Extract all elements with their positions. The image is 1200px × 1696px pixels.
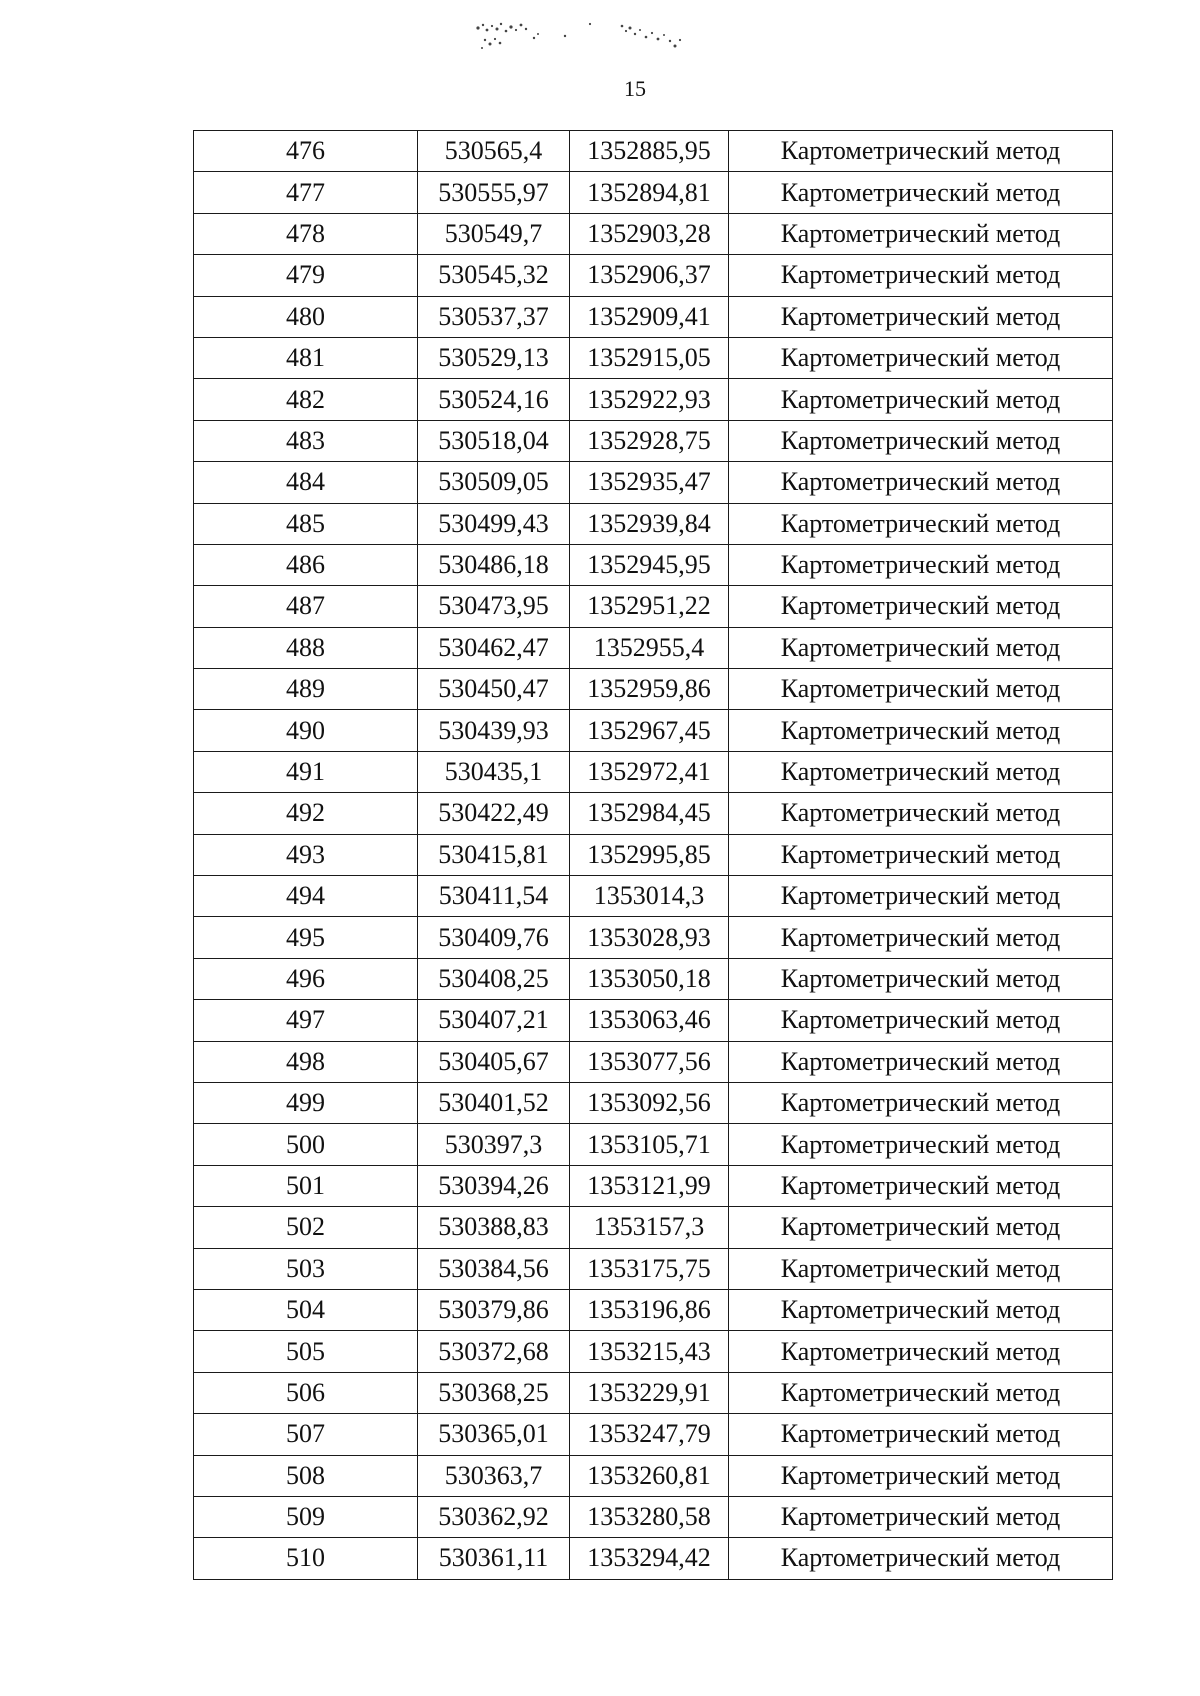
- x-coordinate-cell: 530529,13: [418, 337, 570, 378]
- method-cell: Картометрический метод: [729, 172, 1113, 213]
- y-coordinate-cell: 1352984,45: [570, 793, 729, 834]
- method-cell: Картометрический метод: [729, 337, 1113, 378]
- table-row: [194, 1041, 1113, 1082]
- point-number-cell: 489: [194, 669, 418, 710]
- table-row: [194, 669, 1113, 710]
- method-cell: Картометрический метод: [729, 586, 1113, 627]
- x-coordinate-cell: 530518,04: [418, 420, 570, 461]
- method-cell: Картометрический метод: [729, 627, 1113, 668]
- point-number-cell: 505: [194, 1331, 418, 1372]
- x-coordinate-cell: 530411,54: [418, 876, 570, 917]
- method-cell: Картометрический метод: [729, 669, 1113, 710]
- x-coordinate-cell: 530486,18: [418, 544, 570, 585]
- method-cell: Картометрический метод: [729, 876, 1113, 917]
- x-coordinate-cell: 530379,86: [418, 1289, 570, 1330]
- table-row: [194, 1124, 1113, 1165]
- coordinates-table-body: [194, 131, 1113, 1580]
- y-coordinate-cell: 1353028,93: [570, 917, 729, 958]
- table-row: [194, 1372, 1113, 1413]
- method-cell: Картометрический метод: [729, 420, 1113, 461]
- y-coordinate-cell: 1353014,3: [570, 876, 729, 917]
- table-row: [194, 379, 1113, 420]
- method-cell: Картометрический метод: [729, 1414, 1113, 1455]
- point-number-cell: 493: [194, 834, 418, 875]
- x-coordinate-cell: 530365,01: [418, 1414, 570, 1455]
- table-row: [194, 627, 1113, 668]
- x-coordinate-cell: 530384,56: [418, 1248, 570, 1289]
- method-cell: Картометрический метод: [729, 1455, 1113, 1496]
- table-row: [194, 710, 1113, 751]
- x-coordinate-cell: 530555,97: [418, 172, 570, 213]
- method-cell: Картометрический метод: [729, 1538, 1113, 1579]
- page-number: 15: [624, 76, 646, 101]
- point-number-cell: 477: [194, 172, 418, 213]
- table-row: [194, 1207, 1113, 1248]
- table-row: [194, 172, 1113, 213]
- method-cell: Картометрический метод: [729, 1331, 1113, 1372]
- coordinates-table: [193, 130, 1113, 1580]
- method-cell: Картометрический метод: [729, 131, 1113, 172]
- method-cell: Картометрический метод: [729, 462, 1113, 503]
- y-coordinate-cell: 1353229,91: [570, 1372, 729, 1413]
- y-coordinate-cell: 1353247,79: [570, 1414, 729, 1455]
- method-cell: Картометрический метод: [729, 544, 1113, 585]
- y-coordinate-cell: 1352995,85: [570, 834, 729, 875]
- table-row: [194, 1331, 1113, 1372]
- table-row: [194, 1289, 1113, 1330]
- y-coordinate-cell: 1352909,41: [570, 296, 729, 337]
- point-number-cell: 483: [194, 420, 418, 461]
- y-coordinate-cell: 1352922,93: [570, 379, 729, 420]
- point-number-cell: 500: [194, 1124, 418, 1165]
- y-coordinate-cell: 1352959,86: [570, 669, 729, 710]
- y-coordinate-cell: 1353092,56: [570, 1082, 729, 1123]
- method-cell: Картометрический метод: [729, 379, 1113, 420]
- y-coordinate-cell: 1352885,95: [570, 131, 729, 172]
- y-coordinate-cell: 1353280,58: [570, 1496, 729, 1537]
- y-coordinate-cell: 1352951,22: [570, 586, 729, 627]
- y-coordinate-cell: 1352967,45: [570, 710, 729, 751]
- point-number-cell: 509: [194, 1496, 418, 1537]
- y-coordinate-cell: 1353050,18: [570, 958, 729, 999]
- x-coordinate-cell: 530405,67: [418, 1041, 570, 1082]
- table-row: [194, 1000, 1113, 1041]
- x-coordinate-cell: 530462,47: [418, 627, 570, 668]
- table-row: [194, 793, 1113, 834]
- point-number-cell: 501: [194, 1165, 418, 1206]
- method-cell: Картометрический метод: [729, 1372, 1113, 1413]
- point-number-cell: 479: [194, 255, 418, 296]
- method-cell: Картометрический метод: [729, 255, 1113, 296]
- point-number-cell: 508: [194, 1455, 418, 1496]
- x-coordinate-cell: 530368,25: [418, 1372, 570, 1413]
- point-number-cell: 476: [194, 131, 418, 172]
- y-coordinate-cell: 1353215,43: [570, 1331, 729, 1372]
- x-coordinate-cell: 530509,05: [418, 462, 570, 503]
- point-number-cell: 491: [194, 751, 418, 792]
- y-coordinate-cell: 1353260,81: [570, 1455, 729, 1496]
- x-coordinate-cell: 530545,32: [418, 255, 570, 296]
- table-row: [194, 503, 1113, 544]
- x-coordinate-cell: 530397,3: [418, 1124, 570, 1165]
- table-row: [194, 917, 1113, 958]
- table-row: [194, 255, 1113, 296]
- x-coordinate-cell: 530362,92: [418, 1496, 570, 1537]
- table-row: [194, 213, 1113, 254]
- table-row: [194, 296, 1113, 337]
- y-coordinate-cell: 1352928,75: [570, 420, 729, 461]
- y-coordinate-cell: 1352894,81: [570, 172, 729, 213]
- y-coordinate-cell: 1352935,47: [570, 462, 729, 503]
- method-cell: Картометрический метод: [729, 1496, 1113, 1537]
- point-number-cell: 507: [194, 1414, 418, 1455]
- table-row: [194, 462, 1113, 503]
- table-row: [194, 834, 1113, 875]
- table-row: [194, 586, 1113, 627]
- point-number-cell: 510: [194, 1538, 418, 1579]
- point-number-cell: 480: [194, 296, 418, 337]
- method-cell: Картометрический метод: [729, 1248, 1113, 1289]
- method-cell: Картометрический метод: [729, 1289, 1113, 1330]
- point-number-cell: 495: [194, 917, 418, 958]
- x-coordinate-cell: 530415,81: [418, 834, 570, 875]
- y-coordinate-cell: 1353105,71: [570, 1124, 729, 1165]
- point-number-cell: 486: [194, 544, 418, 585]
- table-row: [194, 1455, 1113, 1496]
- point-number-cell: 502: [194, 1207, 418, 1248]
- table-row: [194, 1248, 1113, 1289]
- point-number-cell: 487: [194, 586, 418, 627]
- point-number-cell: 484: [194, 462, 418, 503]
- method-cell: Картометрический метод: [729, 834, 1113, 875]
- method-cell: Картометрический метод: [729, 710, 1113, 751]
- point-number-cell: 492: [194, 793, 418, 834]
- method-cell: Картометрический метод: [729, 1165, 1113, 1206]
- y-coordinate-cell: 1352939,84: [570, 503, 729, 544]
- x-coordinate-cell: 530549,7: [418, 213, 570, 254]
- point-number-cell: 490: [194, 710, 418, 751]
- x-coordinate-cell: 530409,76: [418, 917, 570, 958]
- y-coordinate-cell: 1352972,41: [570, 751, 729, 792]
- x-coordinate-cell: 530407,21: [418, 1000, 570, 1041]
- scan-artifact-marks: [470, 18, 730, 68]
- table-row: [194, 958, 1113, 999]
- point-number-cell: 496: [194, 958, 418, 999]
- table-row: [194, 1082, 1113, 1123]
- table-row: [194, 544, 1113, 585]
- method-cell: Картометрический метод: [729, 1041, 1113, 1082]
- point-number-cell: 485: [194, 503, 418, 544]
- table-row: [194, 1538, 1113, 1579]
- y-coordinate-cell: 1353077,56: [570, 1041, 729, 1082]
- table-row: [194, 751, 1113, 792]
- y-coordinate-cell: 1353175,75: [570, 1248, 729, 1289]
- y-coordinate-cell: 1353121,99: [570, 1165, 729, 1206]
- x-coordinate-cell: 530499,43: [418, 503, 570, 544]
- x-coordinate-cell: 530401,52: [418, 1082, 570, 1123]
- y-coordinate-cell: 1353196,86: [570, 1289, 729, 1330]
- point-number-cell: 498: [194, 1041, 418, 1082]
- table-row: [194, 420, 1113, 461]
- y-coordinate-cell: 1353294,42: [570, 1538, 729, 1579]
- table-row: [194, 131, 1113, 172]
- point-number-cell: 499: [194, 1082, 418, 1123]
- x-coordinate-cell: 530450,47: [418, 669, 570, 710]
- table-row: [194, 1496, 1113, 1537]
- method-cell: Картометрический метод: [729, 1124, 1113, 1165]
- point-number-cell: 506: [194, 1372, 418, 1413]
- table-row: [194, 337, 1113, 378]
- method-cell: Картометрический метод: [729, 793, 1113, 834]
- method-cell: Картометрический метод: [729, 1000, 1113, 1041]
- x-coordinate-cell: 530435,1: [418, 751, 570, 792]
- x-coordinate-cell: 530537,37: [418, 296, 570, 337]
- x-coordinate-cell: 530363,7: [418, 1455, 570, 1496]
- x-coordinate-cell: 530372,68: [418, 1331, 570, 1372]
- x-coordinate-cell: 530361,11: [418, 1538, 570, 1579]
- point-number-cell: 497: [194, 1000, 418, 1041]
- point-number-cell: 482: [194, 379, 418, 420]
- method-cell: Картометрический метод: [729, 917, 1113, 958]
- point-number-cell: 488: [194, 627, 418, 668]
- method-cell: Картометрический метод: [729, 1207, 1113, 1248]
- y-coordinate-cell: 1352955,4: [570, 627, 729, 668]
- point-number-cell: 503: [194, 1248, 418, 1289]
- x-coordinate-cell: 530473,95: [418, 586, 570, 627]
- point-number-cell: 504: [194, 1289, 418, 1330]
- y-coordinate-cell: 1352945,95: [570, 544, 729, 585]
- point-number-cell: 478: [194, 213, 418, 254]
- x-coordinate-cell: 530524,16: [418, 379, 570, 420]
- table-row: [194, 1414, 1113, 1455]
- method-cell: Картометрический метод: [729, 503, 1113, 544]
- method-cell: Картометрический метод: [729, 296, 1113, 337]
- y-coordinate-cell: 1352903,28: [570, 213, 729, 254]
- y-coordinate-cell: 1352906,37: [570, 255, 729, 296]
- x-coordinate-cell: 530394,26: [418, 1165, 570, 1206]
- y-coordinate-cell: 1352915,05: [570, 337, 729, 378]
- method-cell: Картометрический метод: [729, 1082, 1113, 1123]
- point-number-cell: 481: [194, 337, 418, 378]
- method-cell: Картометрический метод: [729, 958, 1113, 999]
- x-coordinate-cell: 530408,25: [418, 958, 570, 999]
- x-coordinate-cell: 530565,4: [418, 131, 570, 172]
- table-row: [194, 1165, 1113, 1206]
- x-coordinate-cell: 530388,83: [418, 1207, 570, 1248]
- y-coordinate-cell: 1353063,46: [570, 1000, 729, 1041]
- x-coordinate-cell: 530439,93: [418, 710, 570, 751]
- method-cell: Картометрический метод: [729, 213, 1113, 254]
- point-number-cell: 494: [194, 876, 418, 917]
- x-coordinate-cell: 530422,49: [418, 793, 570, 834]
- method-cell: Картометрический метод: [729, 751, 1113, 792]
- y-coordinate-cell: 1353157,3: [570, 1207, 729, 1248]
- table-row: [194, 876, 1113, 917]
